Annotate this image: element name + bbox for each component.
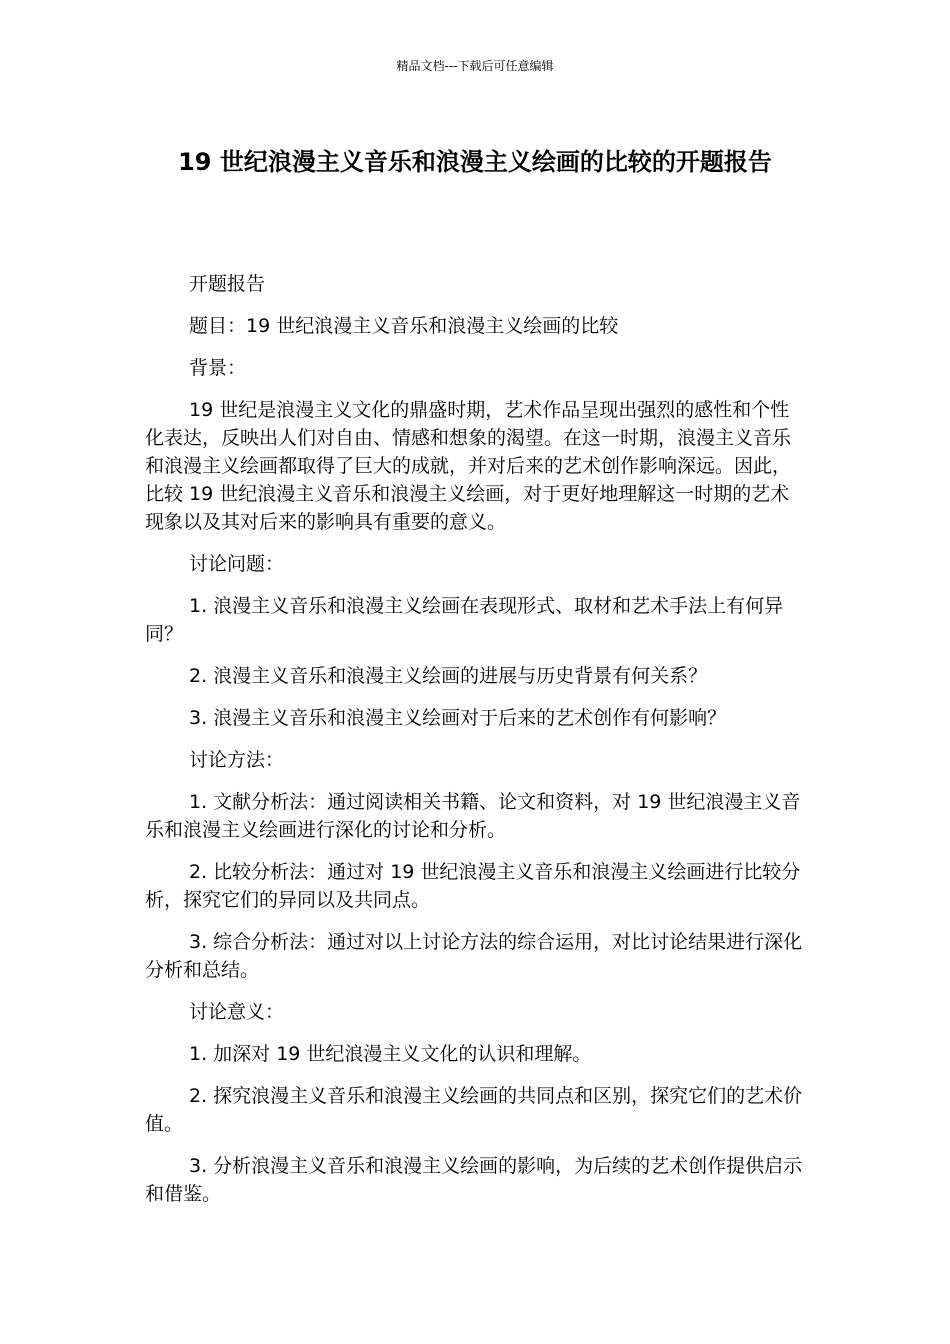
list-item-significance-2: 2. 探究浪漫主义音乐和浪漫主义绘画的共同点和区别，探究它们的艺术价值。: [145, 1085, 803, 1135]
list-item-question-1: 1. 浪漫主义音乐和浪漫主义绘画在表现形式、取材和艺术手法上有何异同？: [145, 595, 784, 645]
paragraph-topic: 题目：19 世纪浪漫主义音乐和浪漫主义绘画的比较: [189, 315, 619, 337]
page-header: 精品文档---下载后可任意编辑: [396, 59, 554, 73]
list-item-significance-1: 1. 加深对 19 世纪浪漫主义文化的认识和理解。: [189, 1043, 592, 1065]
list-item-method-1: 1. 文献分析法：通过阅读相关书籍、论文和资料，对 19 世纪浪漫主义音乐和浪漫主义绘画进行深化的讨论和分析。: [145, 791, 801, 841]
document-title: 19 世纪浪漫主义音乐和浪漫主义绘画的比较的开题报告: [178, 148, 772, 176]
section-heading-questions: 讨论问题：: [189, 553, 285, 575]
document-body: [145, 270, 805, 1222]
paragraph-heading-report: 开题报告: [189, 273, 266, 295]
section-heading-significance: 讨论意义：: [189, 1001, 285, 1023]
paragraph-background: 19 世纪是浪漫主义文化的鼎盛时期，艺术作品呈现出强烈的感性和个性化表达，反映出人们对自由、情感和想象的渴望。在这一时期，浪漫主义音乐和浪漫主义绘画都取得了巨大的成就，并对后来的艺术创作影响深远。因此，比较 19 世纪浪漫主义音乐和浪漫主义绘画，对于更好地理解这一时期的艺术现象以及其对后来的影响具有重要的意义。: [145, 399, 792, 533]
list-item-method-2: 2. 比较分析法：通过对 19 世纪浪漫主义音乐和浪漫主义绘画进行比较分析，探究它们的异同以及共同点。: [145, 861, 801, 911]
section-heading-methods: 讨论方法：: [189, 749, 285, 771]
list-item-question-2: 2. 浪漫主义音乐和浪漫主义绘画的进展与历史背景有何关系？: [189, 665, 708, 687]
list-item-significance-3: 3. 分析浪漫主义音乐和浪漫主义绘画的影响，为后续的艺术创作提供启示和借鉴。: [145, 1155, 803, 1205]
list-item-method-3: 3. 综合分析法：通过对以上讨论方法的综合运用，对比讨论结果进行深化分析和总结。: [145, 931, 803, 981]
list-item-question-3: 3. 浪漫主义音乐和浪漫主义绘画对于后来的艺术创作有何影响？: [189, 707, 727, 729]
section-heading-background: 背景：: [189, 357, 247, 379]
